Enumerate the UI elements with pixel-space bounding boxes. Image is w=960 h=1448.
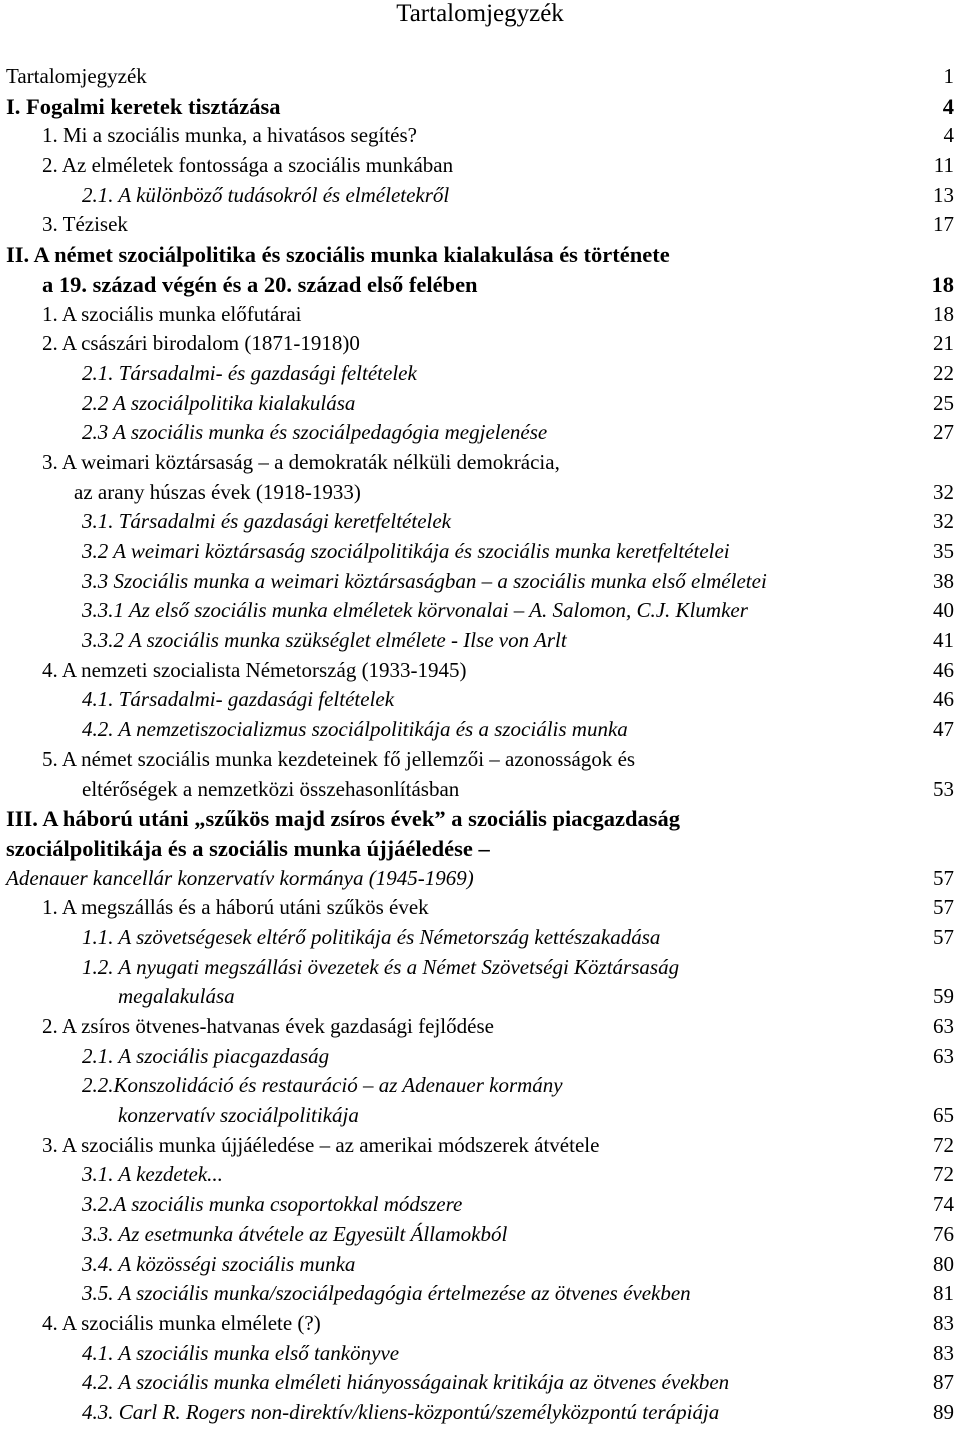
- toc-entry: [0, 1309, 960, 1339]
- toc-entry: [0, 300, 960, 330]
- toc-entry-page: 46: [933, 687, 954, 712]
- toc-entry: [0, 685, 960, 715]
- toc-entry: [0, 210, 960, 240]
- toc-entry: [0, 1071, 960, 1101]
- toc-entry-title: 2. Az elméletek fontossága a szociális munkában: [42, 153, 454, 178]
- toc-entry-page: 47: [933, 717, 954, 742]
- toc-entry-page: 57: [933, 895, 954, 920]
- toc-entry-page: 83: [933, 1310, 954, 1335]
- toc-entry-title: 1. A szociális munka előfutárai: [42, 301, 302, 326]
- toc-entry-title: 1. Mi a szociális munka, a hivatásos segítés?: [42, 123, 417, 148]
- toc-entry-page: 18: [931, 271, 954, 297]
- toc-entry: [0, 359, 960, 389]
- toc-entry: [0, 240, 960, 270]
- toc-entry-title: 2.1. A különböző tudásokról és elméletekről: [82, 182, 450, 207]
- toc-entry-page: 22: [933, 360, 954, 385]
- toc-entry: [0, 596, 960, 626]
- toc-entry-title: 4.2. A szociális munka elméleti hiányosságainak kritikája az ötvenes években: [82, 1370, 730, 1395]
- toc-entry: [0, 537, 960, 567]
- toc-entry-page: 27: [933, 420, 954, 445]
- toc-entry: [0, 92, 960, 122]
- toc-entry-page: 32: [933, 509, 954, 534]
- toc-entry: [0, 1339, 960, 1369]
- toc-entry: [0, 1012, 960, 1042]
- toc-entry-page: 1: [943, 64, 954, 88]
- toc-entry-title: 3.3.2 A szociális munka szükséglet elmélete - Ilse von Arlt: [82, 628, 567, 653]
- toc-entry: [0, 864, 960, 894]
- toc-entry-title: 3.3 Szociális munka a weimari köztársaságban – a szociális munka első elméletei: [82, 568, 767, 593]
- toc-entry-page: 59: [933, 984, 954, 1009]
- toc-entry: [0, 775, 960, 805]
- toc-entry: [0, 804, 960, 834]
- toc-entry-page: 89: [933, 1399, 954, 1424]
- toc-entry-page: 11: [933, 153, 954, 178]
- toc-entry: [0, 715, 960, 745]
- table-of-contents: [0, 62, 960, 1428]
- toc-entry-page: 25: [933, 390, 954, 415]
- toc-entry: [0, 1220, 960, 1250]
- toc-entry: [0, 1160, 960, 1190]
- toc-entry-title: 2.3 A szociális munka és szociálpedagógia megjelenése: [82, 420, 548, 445]
- toc-entry: [0, 834, 960, 864]
- toc-entry-page: 80: [933, 1251, 954, 1276]
- toc-entry: [0, 1368, 960, 1398]
- toc-entry-page: 81: [933, 1281, 954, 1306]
- toc-entry-page: 63: [933, 1014, 954, 1038]
- toc-entry-title: az arany húszas évek (1918-1933): [74, 479, 361, 504]
- toc-entry-title: 4. A nemzeti szocialista Németország (1933-1945): [42, 657, 467, 682]
- toc-entry-title: III. A háború utáni „szűkös majd zsíros évek” a szociális piacgazdaság: [6, 806, 681, 832]
- toc-entry-page: 53: [933, 776, 954, 801]
- toc-entry-title: 2. A császári birodalom (1871-1918)0: [42, 331, 360, 356]
- toc-entry-title: 3.3.1 Az első szociális munka elméletek körvonalai – A. Salomon, C.J. Klumker: [82, 598, 748, 623]
- toc-entry-title: 4. A szociális munka elmélete (?): [42, 1310, 321, 1335]
- toc-entry-title: 3.1. Társadalmi és gazdasági keretfeltételek: [82, 509, 451, 534]
- toc-entry-title: Adenauer kancellár konzervatív kormánya (1945-1969): [6, 865, 474, 890]
- toc-entry: [0, 1250, 960, 1280]
- toc-entry-title: 3.4. A közösségi szociális munka: [82, 1251, 356, 1276]
- toc-entry: [0, 567, 960, 597]
- toc-entry: [0, 478, 960, 508]
- toc-entry: [0, 448, 960, 478]
- toc-entry-page: 18: [933, 301, 954, 326]
- toc-entry: [0, 745, 960, 775]
- toc-entry: [0, 270, 960, 300]
- toc-entry-page: 32: [933, 479, 954, 504]
- toc-entry: [0, 1101, 960, 1131]
- toc-entry-title: 1. A megszállás és a háború utáni szűkös évek: [42, 895, 429, 920]
- toc-entry-title: 2.1. A szociális piacgazdaság: [82, 1043, 330, 1068]
- toc-entry-page: 4: [942, 93, 954, 119]
- toc-entry-title: 4.1. Társadalmi- gazdasági feltételek: [82, 687, 395, 712]
- toc-entry-title: 2.2.Konszolidáció és restauráció – az Adenauer kormány: [82, 1073, 563, 1098]
- toc-entry-title: 1.1. A szövetségesek eltérő politikája és Németország kettészakadása: [82, 924, 661, 949]
- toc-entry-title: 3. Tézisek: [42, 212, 128, 237]
- toc-entry-title: 3.2.A szociális munka csoportokkal módszere: [82, 1192, 463, 1217]
- toc-entry: [0, 418, 960, 448]
- toc-entry-title: 3.3. Az esetmunka átvétele az Egyesült Államokból: [82, 1221, 508, 1246]
- toc-entry-title: szociálpolitikája és a szociális munka újjáéledése –: [6, 835, 490, 861]
- toc-entry: [0, 656, 960, 686]
- toc-entry: [0, 923, 960, 953]
- toc-entry-title: 2. A zsíros ötvenes-hatvanas évek gazdasági fejlődése: [42, 1014, 494, 1038]
- toc-entry-title: 3. A weimari köztársaság – a demokraták nélküli demokrácia,: [42, 449, 560, 474]
- toc-entry: [0, 62, 960, 92]
- toc-entry: [0, 626, 960, 656]
- toc-entry: [0, 329, 960, 359]
- toc-entry-page: 76: [933, 1221, 954, 1246]
- toc-entry: [0, 507, 960, 537]
- toc-entry-page: 46: [933, 657, 954, 682]
- toc-entry-page: 72: [933, 1132, 954, 1157]
- toc-entry-title: 3.5. A szociális munka/szociálpedagógia értelmezése az ötvenes években: [82, 1281, 691, 1306]
- toc-entry-title: II. A német szociálpolitika és szociális munka kialakulása és története: [6, 242, 670, 268]
- toc-entry-title: 3.1. A kezdetek...: [82, 1162, 223, 1187]
- toc-entry-title: a 19. század végén és a 20. század első felében: [42, 271, 478, 297]
- toc-entry-page: 4: [943, 123, 954, 148]
- toc-entry-title: 4.2. A nemzetiszocializmus szociálpolitikája és a szociális munka: [82, 717, 628, 742]
- toc-entry: [0, 953, 960, 983]
- toc-entry-page: 57: [933, 865, 954, 890]
- toc-entry-page: 63: [933, 1043, 954, 1068]
- toc-entry: [0, 1279, 960, 1309]
- toc-entry-title: 1.2. A nyugati megszállási övezetek és a Német Szövetségi Köztársaság: [82, 954, 680, 979]
- toc-entry-title: 5. A német szociális munka kezdeteinek fő jellemzői – azonosságok és: [42, 746, 636, 771]
- toc-entry: [0, 389, 960, 419]
- toc-entry-title: eltérőségek a nemzetközi összehasonlításban: [82, 776, 460, 801]
- toc-entry-title: 2.2 A szociálpolitika kialakulása: [82, 390, 356, 415]
- toc-entry-title: Tartalomjegyzék: [6, 64, 147, 88]
- toc-entry: [0, 893, 960, 923]
- toc-entry-title: 3. A szociális munka újjáéledése – az amerikai módszerek átvétele: [42, 1132, 600, 1157]
- toc-entry-page: 40: [933, 598, 954, 623]
- toc-entry: [0, 1131, 960, 1161]
- page-title: Tartalomjegyzék: [396, 0, 564, 27]
- toc-entry-page: 57: [933, 924, 954, 949]
- toc-entry-title: 2.1. Társadalmi- és gazdasági feltételek: [82, 360, 417, 385]
- toc-entry-title: 4.3. Carl R. Rogers non-direktív/kliens-központú/személyközpontú terápiája: [82, 1399, 720, 1424]
- toc-entry-title: 3.2 A weimari köztársaság szociálpolitikája és szociális munka keretfeltételei: [82, 539, 730, 563]
- toc-entry: [0, 1398, 960, 1428]
- toc-entry-page: 17: [933, 212, 954, 237]
- toc-entry-page: 35: [933, 539, 954, 563]
- toc-entry-title: 4.1. A szociális munka első tankönyve: [82, 1340, 400, 1365]
- toc-entry: [0, 1190, 960, 1220]
- toc-entry-page: 87: [933, 1370, 954, 1395]
- toc-entry: [0, 121, 960, 151]
- toc-entry-page: 13: [933, 182, 954, 207]
- toc-entry-page: 83: [933, 1340, 954, 1365]
- toc-entry-title: megalakulása: [118, 984, 235, 1009]
- toc-entry-page: 74: [933, 1192, 954, 1217]
- toc-entry-title: konzervatív szociálpolitikája: [118, 1103, 359, 1128]
- toc-entry-page: 38: [933, 568, 954, 593]
- toc-entry: [0, 1042, 960, 1072]
- toc-entry-page: 65: [933, 1103, 954, 1128]
- toc-entry-page: 21: [933, 331, 954, 356]
- toc-entry: [0, 982, 960, 1012]
- toc-entry: [0, 151, 960, 181]
- toc-entry: [0, 181, 960, 211]
- toc-entry-page: 41: [933, 628, 954, 653]
- toc-entry-title: I. Fogalmi keretek tisztázása: [6, 93, 281, 119]
- toc-entry-page: 72: [933, 1162, 954, 1187]
